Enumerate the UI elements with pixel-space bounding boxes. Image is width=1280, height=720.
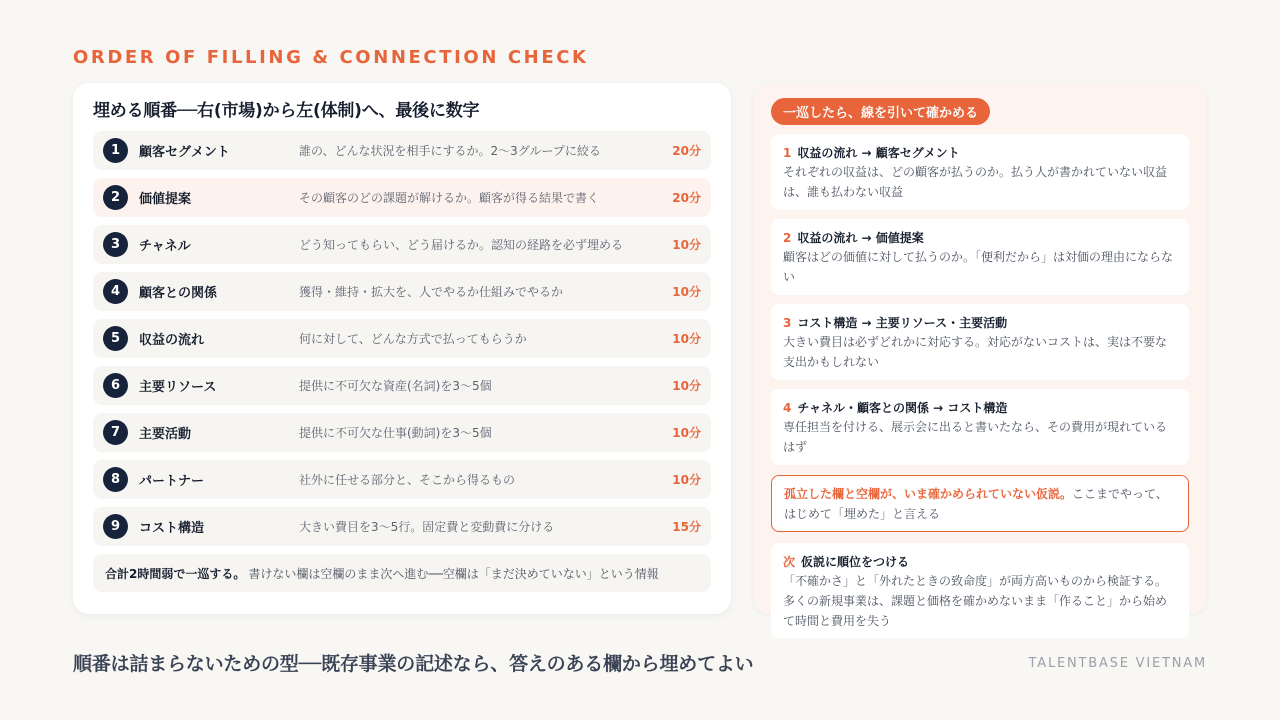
step-time: 10分 bbox=[672, 379, 701, 393]
footer-message: 順番は詰まらないための型──既存事業の記述なら、答えのある欄から埋めてよい bbox=[73, 653, 754, 675]
step-description: 提供に不可欠な仕事(動詞)を3〜5個 bbox=[299, 426, 492, 440]
summary-lead: 合計2時間弱で一巡する。 bbox=[105, 566, 246, 581]
check-item bbox=[771, 219, 1189, 295]
step-number-badge: 9 bbox=[103, 514, 128, 539]
step-number-badge: 8 bbox=[103, 467, 128, 492]
section-kicker: ORDER OF FILLING & CONNECTION CHECK bbox=[73, 47, 589, 68]
step-row bbox=[93, 413, 711, 452]
step-name: 顧客との関係 bbox=[139, 286, 218, 301]
summary-text: 書けない欄は空欄のまま次へ進む──空欄は「まだ決めていない」という情報 bbox=[248, 566, 659, 581]
check-index: 1 bbox=[783, 146, 792, 160]
step-description: その顧客のどの課題が解けるか。顧客が得る結果で書く bbox=[299, 191, 600, 205]
step-time: 15分 bbox=[672, 520, 701, 534]
check-body: 大きい費目は必ずどれかに対応する。対応がないコストは、実は不要な支出かもしれない bbox=[783, 335, 1168, 369]
callout-text bbox=[784, 484, 1176, 524]
step-row bbox=[93, 319, 711, 358]
step-description: 何に対して、どんな方式で払ってもらうか bbox=[299, 332, 527, 346]
step-row bbox=[93, 225, 711, 264]
check-item bbox=[771, 304, 1189, 380]
check-index: 次 bbox=[783, 555, 796, 569]
step-number-badge: 1 bbox=[103, 138, 128, 163]
step-description: どう知ってもらい、どう届けるか。認知の経路を必ず埋める bbox=[299, 238, 624, 252]
step-time: 10分 bbox=[672, 285, 701, 299]
step-row bbox=[93, 131, 711, 170]
brand-label: TALENTBASE VIETNAM bbox=[1028, 656, 1207, 671]
next-step-item bbox=[771, 543, 1189, 638]
summary-note bbox=[93, 554, 711, 592]
check-body: 「不確かさ」と「外れたときの致命度」が両方高いものから検証する。多くの新規事業は、課題と価格を確かめないまま「作ること」から始めて時間と費用を失う bbox=[783, 574, 1168, 628]
step-name: 主要活動 bbox=[139, 427, 192, 442]
step-time: 10分 bbox=[672, 473, 701, 487]
filling-order-card bbox=[73, 83, 731, 614]
check-item bbox=[771, 389, 1189, 465]
step-description: 社外に任せる部分と、そこから得るもの bbox=[299, 473, 516, 487]
step-number-badge: 6 bbox=[103, 373, 128, 398]
filling-order-title: 埋める順番──右(市場)から左(体制)へ、最後に数字 bbox=[93, 101, 480, 121]
check-title: チャネル・顧客との関係 → コスト構造 bbox=[797, 401, 1008, 415]
step-name: 顧客セグメント bbox=[139, 145, 230, 160]
step-time: 10分 bbox=[672, 332, 701, 346]
check-body: 専任担当を付ける、展示会に出ると書いたなら、その費用が現れているはず bbox=[783, 420, 1168, 454]
step-row bbox=[93, 460, 711, 499]
step-time: 10分 bbox=[672, 238, 701, 252]
step-description: 提供に不可欠な資産(名詞)を3〜5個 bbox=[299, 379, 492, 393]
check-title: 仮説に順位をつける bbox=[801, 555, 910, 569]
step-description: 誰の、どんな状況を相手にするか。2〜3グループに絞る bbox=[299, 144, 601, 158]
step-description: 大きい費目を3〜5行。固定費と変動費に分ける bbox=[299, 520, 555, 534]
step-number-badge: 7 bbox=[103, 420, 128, 445]
step-name: 主要リソース bbox=[139, 380, 217, 395]
step-name: 価値提案 bbox=[139, 192, 192, 207]
step-row bbox=[93, 178, 711, 217]
step-number-badge: 5 bbox=[103, 326, 128, 351]
callout-rest: ここまでやって、はじめて「埋めた」と言える bbox=[784, 487, 1168, 521]
check-body: それぞれの収益は、どの顧客が払うのか。払う人が書かれていない収益は、誰も払わない収益 bbox=[783, 165, 1168, 199]
check-title: 収益の流れ → 顧客セグメント bbox=[797, 146, 960, 160]
step-row bbox=[93, 272, 711, 311]
connection-check-card bbox=[753, 83, 1207, 628]
step-name: コスト構造 bbox=[139, 521, 205, 536]
check-title: 収益の流れ → 価値提案 bbox=[797, 231, 924, 245]
check-index: 2 bbox=[783, 231, 792, 245]
step-time: 10分 bbox=[672, 426, 701, 440]
step-list bbox=[93, 131, 711, 546]
check-heading bbox=[783, 399, 1177, 417]
step-name: チャネル bbox=[139, 239, 191, 254]
check-title: コスト構造 → 主要リソース・主要活動 bbox=[797, 316, 1008, 330]
callout-lead: 孤立した欄と空欄が、いま確かめられていない仮説。 bbox=[784, 487, 1073, 501]
step-name: 収益の流れ bbox=[139, 333, 205, 348]
check-item bbox=[771, 134, 1189, 210]
check-index: 3 bbox=[783, 316, 792, 330]
check-heading bbox=[783, 144, 1177, 162]
step-number-badge: 3 bbox=[103, 232, 128, 257]
step-time: 20分 bbox=[672, 191, 701, 205]
untested-hypothesis-callout bbox=[771, 475, 1189, 532]
step-number-badge: 2 bbox=[103, 185, 128, 210]
check-index: 4 bbox=[783, 401, 792, 415]
check-body: 顧客はどの価値に対して払うのか。「便利だから」は対価の理由にならない bbox=[783, 250, 1174, 284]
step-number-badge: 4 bbox=[103, 279, 128, 304]
step-row bbox=[93, 366, 711, 405]
step-name: パートナー bbox=[139, 474, 205, 489]
step-row bbox=[93, 507, 711, 546]
connection-check-pill: 一巡したら、線を引いて確かめる bbox=[771, 98, 990, 125]
check-heading bbox=[783, 229, 1177, 247]
check-heading bbox=[783, 553, 1177, 571]
check-heading bbox=[783, 314, 1177, 332]
step-description: 獲得・維持・拡大を、人でやるか仕組みでやるか bbox=[299, 285, 564, 299]
step-time: 20分 bbox=[672, 144, 701, 158]
